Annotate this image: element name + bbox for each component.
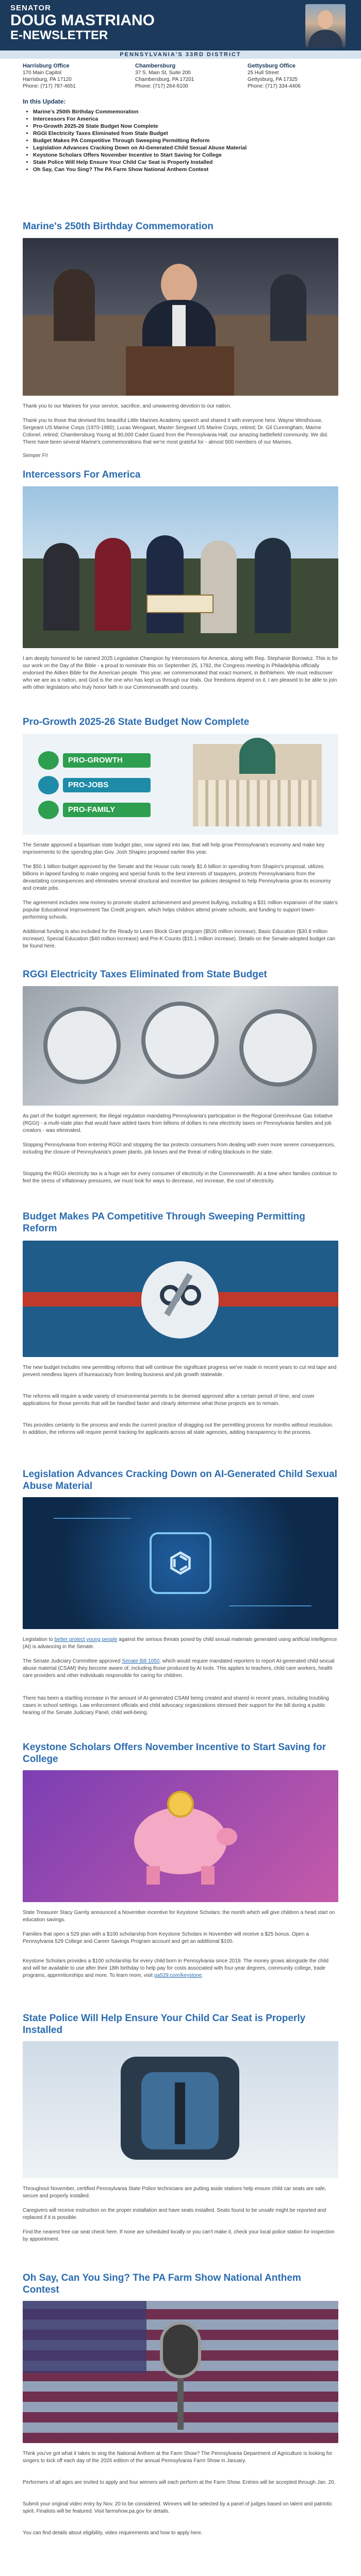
rggi-para-1: As part of the budget agreement, the illegal regulation mandating Pennsylvania's participation in the Regional Greenhouse Gas Initiative (RGGI) - a multi-state plan that would have added taxes from billions of dollars to new electricity taxes on Pennsylvania families and job creators - was eliminated.: [23, 1113, 333, 1133]
permitting-para-3: This provides certainty to the process and ends the current practice of dragging out the permitting process for months without resolution. In addition, the reforms will require permit tracking for applicants across all state agencies, adding transparency to the process.: [23, 1422, 333, 1435]
section-title-carseat: State Police Will Help Ensure Your Child Car Seat is Properly Installed: [23, 2013, 306, 2036]
toc-item[interactable]: • Intercessors For America: [33, 115, 332, 123]
anthem-para-2: Performers of all ages are invited to apply and four winners will each perform at the Farm Show. Entries will be accepted through Jan. 20.: [23, 2480, 336, 2485]
office-line2: Chambersburg, PA 17201: [135, 77, 194, 82]
ai-para-1-before: Legislation to: [23, 1637, 55, 1642]
carseat-para-2: Caregivers will receive instruction on the proper installation and have seats installed. Seats found to be unsafe might be reported and replaced if it is possible.: [23, 2208, 326, 2221]
ai-para-2-before: The Senate Judiciary Committee approved: [23, 1658, 122, 1664]
toc-item[interactable]: • RGGI Electricity Taxes Eliminated from State Budget: [33, 130, 332, 137]
intercessors-para-1: I am deeply honored to be named 2025 Legislative Champion by Intercessors for America, along with Rep. Stephanie Borowicz. This is for our work on the Day of the Bible - a proud to nominate this on September 25, 1782, the Congress meeting in Philadelphia officially endorsed the Aitken Bible for the American people. This year, we commemorated that exact moment, in Bethlehem. We must rediscover who we are as a nation, and God is the one who has kept us through our trials. Our freedoms depend on it. I am pleased to be able to join with other legislators who truly honor faith in our Commonwealth and country.: [23, 656, 338, 690]
office-phone: Phone: (717) 787-4651: [23, 83, 76, 89]
toc-item[interactable]: • Budget Makes PA Competitive Through Sweeping Permitting Reform: [33, 137, 332, 144]
office-phone: Phone: (717) 264-6100: [135, 83, 188, 89]
toc-item[interactable]: • Pro-Growth 2025-26 State Budget Now Complete: [33, 123, 332, 130]
ai-chip-icon: ⌬: [150, 1532, 211, 1594]
office-title: Gettysburg Office: [248, 63, 296, 69]
section-title-anthem: Oh Say, Can You Sing? The PA Farm Show National Anthem Contest: [23, 2273, 301, 2295]
badge-pro-growth: PRO-GROWTH: [63, 753, 151, 768]
ai-para-2-after: , which would require mandated reporters to report AI-generated child sexual abuse material (CSAM) they become aware of, including those produced by AI tools. This applies to teachers, child care workers, health care providers and other individuals responsible for caring for children.: [23, 1658, 335, 1679]
office-title: Harrisburg Office: [23, 63, 70, 69]
keystone-para-3-before: Keystone Scholars provides a $100 scholarship for every child born in Pennsylvania since 2019. The money grows alongside the child and will be available to use after their 18th birthday to help pay for costs associated with four-year degrees, community college, trade programs, apprenticeships and more. To learn more, visit: [23, 1958, 329, 1978]
header-name: DOUG MASTRIANO: [10, 12, 155, 29]
office-title: Chambersburg: [135, 63, 176, 69]
budget-para-1: The Senate approved a bipartisan state budget plan, now signed into law, that will help grow Pennsylvania's economy and make key improvements to the spending plan Gov. Josh Shapiro proposed earlier this year.: [23, 842, 325, 855]
ai-para-1-after: against the serious threats posed by child sexual materials generated using artificial intelligence (AI) is advancing in the Senate.: [23, 1637, 337, 1650]
office-phone: Phone: (717) 334-4406: [248, 83, 301, 89]
rggi-para-3: Stopping the RGGI electricity tax is a huge win for every consumer of electricity in the Commonwealth. At a time when families continue to feel the stress of inflationary pressures, we must look for ways to decrease, not increase, the cost of electricity.: [23, 1171, 337, 1184]
office-line2: Gettysburg, PA 17325: [248, 77, 298, 82]
ai-graphic: [23, 1497, 338, 1629]
toc-title: In this Update:: [23, 98, 66, 105]
budget-para-4: Additional funding is also included for the Ready to Learn Block Grant program ($526 million increase), Basic Education ($30.8 million increase), Special Education ($40 million increase) and Pre-K Counts ($15.1 million increase). Details on the Senate-adopted budget can be found here.: [23, 929, 335, 949]
toc-item[interactable]: • State Police Will Help Ensure Your Child Car Seat is Properly Installed: [33, 159, 332, 166]
office-chambersburg: [135, 63, 238, 90]
section-title-ai: Legislation Advances Cracking Down on AI-Generated Child Sexual Abuse Material: [23, 1469, 337, 1492]
section-title-rggi: RGGI Electricity Taxes Eliminated from State Budget: [23, 969, 267, 980]
rggi-para-2: Stopping Pennsylvania from entering RGGI and stopping the tax protects consumers from dealing with even more severe consequences, including the closure of Pennsylvania's power plants, job losses and the threat of rolling blackouts in the state.: [23, 1142, 335, 1155]
toc-item[interactable]: • Oh Say, Can You Sing? The PA Farm Show National Anthem Contest: [33, 166, 332, 173]
keystone-para-3-after: .: [202, 1973, 203, 1978]
office-line1: 37 S. Main St, Suite 200: [135, 70, 191, 76]
toc-item[interactable]: • Keystone Scholars Offers November Incentive to Start Saving for College: [33, 151, 332, 159]
newsletter-header: [0, 0, 361, 50]
office-gettysburg: [248, 63, 351, 90]
rggi-photo: [23, 986, 338, 1106]
carseat-photo: [23, 2041, 338, 2178]
marines-para-3: Semper Fi!: [23, 453, 48, 459]
marines-photo: [23, 238, 338, 396]
portrait-head: [318, 10, 333, 29]
anthem-photo: [23, 2301, 338, 2443]
marines-para-2: Thank you to those that devised this beautiful Little Marines Academy speech and shared it with everyone here. Wayne Westhouse, Sergeant US Marine Corps (1970-1980); Lucas Wengwart, Master Sergeant US Marine Corps, retired; Dr. Gil Cunningham, Marine Colonel, retired; Chambersburg Young at 80,000 Cadet Guard from the Pennsylvania Hall; our amazing battlefield community. We did. There have been several Marine's commemorations that we're most grateful for - almost 500 members of our Marines.: [23, 418, 329, 445]
office-line2: Harrisburg, PA 17120: [23, 77, 72, 82]
keystone-para-3: [23, 1958, 338, 1979]
update-toc: [23, 98, 332, 173]
microphone-icon: [160, 2321, 201, 2378]
ai-para-1: [23, 1636, 338, 1651]
section-title-intercessors: Intercessors For America: [23, 469, 141, 480]
budget-para-3: The agreement includes new money to promote student achievement and prevent bullying, including a $31 million expansion of the state's popular Educational Improvement Tax Credit program, which helps children attend private schools, and funding to support lower-performing schools.: [23, 900, 338, 920]
anthem-para-3: Submit your original video entry by Nov. 20 to be considered. Winners will be selected by a panel of judges based on talent and patriotic spirit. Finalists will be featured. Visit farmshow.pa.gov for details.: [23, 2501, 333, 2514]
section-title-keystone: Keystone Scholars Offers November Incentive to Start Saving for College: [23, 1742, 326, 1765]
badge-pro-family: PRO-FAMILY: [63, 803, 151, 817]
keystone-graphic: [23, 1770, 338, 1902]
anthem-para-1: Think you've got what it takes to sing the National Anthem at the Farm Show? The Pennsylvania Department of Agriculture is looking for singers to kick off each day of the 2026 edition of the annual Pennsylvania Farm Show in January.: [23, 2451, 333, 2464]
ai-para-2: [23, 1658, 338, 1680]
ai-protect-link[interactable]: better protect young people: [54, 1637, 118, 1642]
district-bar: PENNSYLVANIA'S 33RD DISTRICT: [0, 50, 361, 59]
permitting-graphic: [23, 1241, 338, 1357]
carseat-para-3: Find the nearest free car seat check here. If none are scheduled locally or you can't make it, check your local police station for inspection by appointment.: [23, 2229, 335, 2242]
header-senator: SENATOR: [10, 4, 51, 12]
senator-portrait: [305, 4, 346, 47]
budget-graphic: [23, 734, 338, 835]
header-text: [10, 4, 155, 42]
marines-para-1: Thank you to our Marines for your service, sacrifice, and unwavering devotion to our nation.: [23, 403, 232, 409]
toc-item[interactable]: • Marine's 250th Birthday Commemoration: [33, 108, 332, 115]
section-title-marines: Marine's 250th Birthday Commemoration: [23, 221, 214, 232]
section-title-permitting: Budget Makes PA Competitive Through Sweeping Permitting Reform: [23, 1211, 305, 1234]
intercessors-photo: [23, 486, 338, 648]
toc-list: [23, 108, 332, 173]
header-subtitle: E-NEWSLETTER: [10, 28, 108, 42]
office-line1: 170 Main Capitol: [23, 70, 62, 76]
portrait-suit: [308, 30, 342, 47]
pa529-link[interactable]: pa529.com/keystone: [154, 1973, 202, 1978]
anthem-para-4: You can find details about eligibility, video requirements and how to apply here.: [23, 2530, 203, 2536]
toc-item[interactable]: • Legislation Advances Cracking Down on AI-Generated Child Sexual Abuse Material: [33, 144, 332, 151]
permitting-para-2: The reforms will require a wide variety of environmental permits to be deemed approved after a certain period of time, and cover applications for those permits that will be handled faster and clearly determine what those projects are to remain.: [23, 1394, 315, 1406]
office-harrisburg: [23, 63, 126, 90]
section-title-budget: Pro-Growth 2025-26 State Budget Now Complete: [23, 717, 250, 727]
badge-pro-jobs: PRO-JOBS: [63, 778, 151, 792]
keystone-para-1: State Treasurer Stacy Garrity announced a November incentive for Keystone Scholars: the month which will give children a head start on education savings.: [23, 1910, 335, 1923]
office-line1: 25 Hull Street: [248, 70, 279, 76]
senate-bill-link[interactable]: Senate Bill 1050: [122, 1658, 160, 1664]
ai-para-3: There has been a startling increase in the amount of AI-generated CSAM being created and shared in recent years, including troubling cases in school settings. Law enforcement officials and child advocacy organizations stressed their support for the bill during a public hearing of the Senate Judiciary Panel, child well-being.: [23, 1696, 329, 1716]
office-list: [0, 63, 361, 94]
keystone-para-2: Families that open a 529 plan with a $100 scholarship from Keystone Scholars in November will receive a $25 bonus. Open a Pennsylvania 529 College and Career Savings Program account and get an additional $100.: [23, 1931, 309, 1944]
carseat-para-1: Throughout November, certified Pennsylvania State Police technicians are putting aside stations help ensure child car seats are safe, secure and properly installed.: [23, 2186, 326, 2199]
permitting-para-1: The new budget includes new permitting reforms that will continue the significant progress we've made in recent years to cut red tape and prevent needless layers of bureaucracy from limiting business and job growth statewide.: [23, 1365, 337, 1378]
budget-para-2: The $50.1 billion budget approved by the Senate and the House cuts nearly $1.6 billion in spending from Shapiro's proposal, utilizes billions in lapsed funding to make ongoing and special funds to the best interests of taxpayers, protects Pennsylvanians from the devastating consequences and eliminates several structural and incentive tax policies designed to help Pennsylvania grow its economy and create jobs.: [23, 864, 331, 891]
